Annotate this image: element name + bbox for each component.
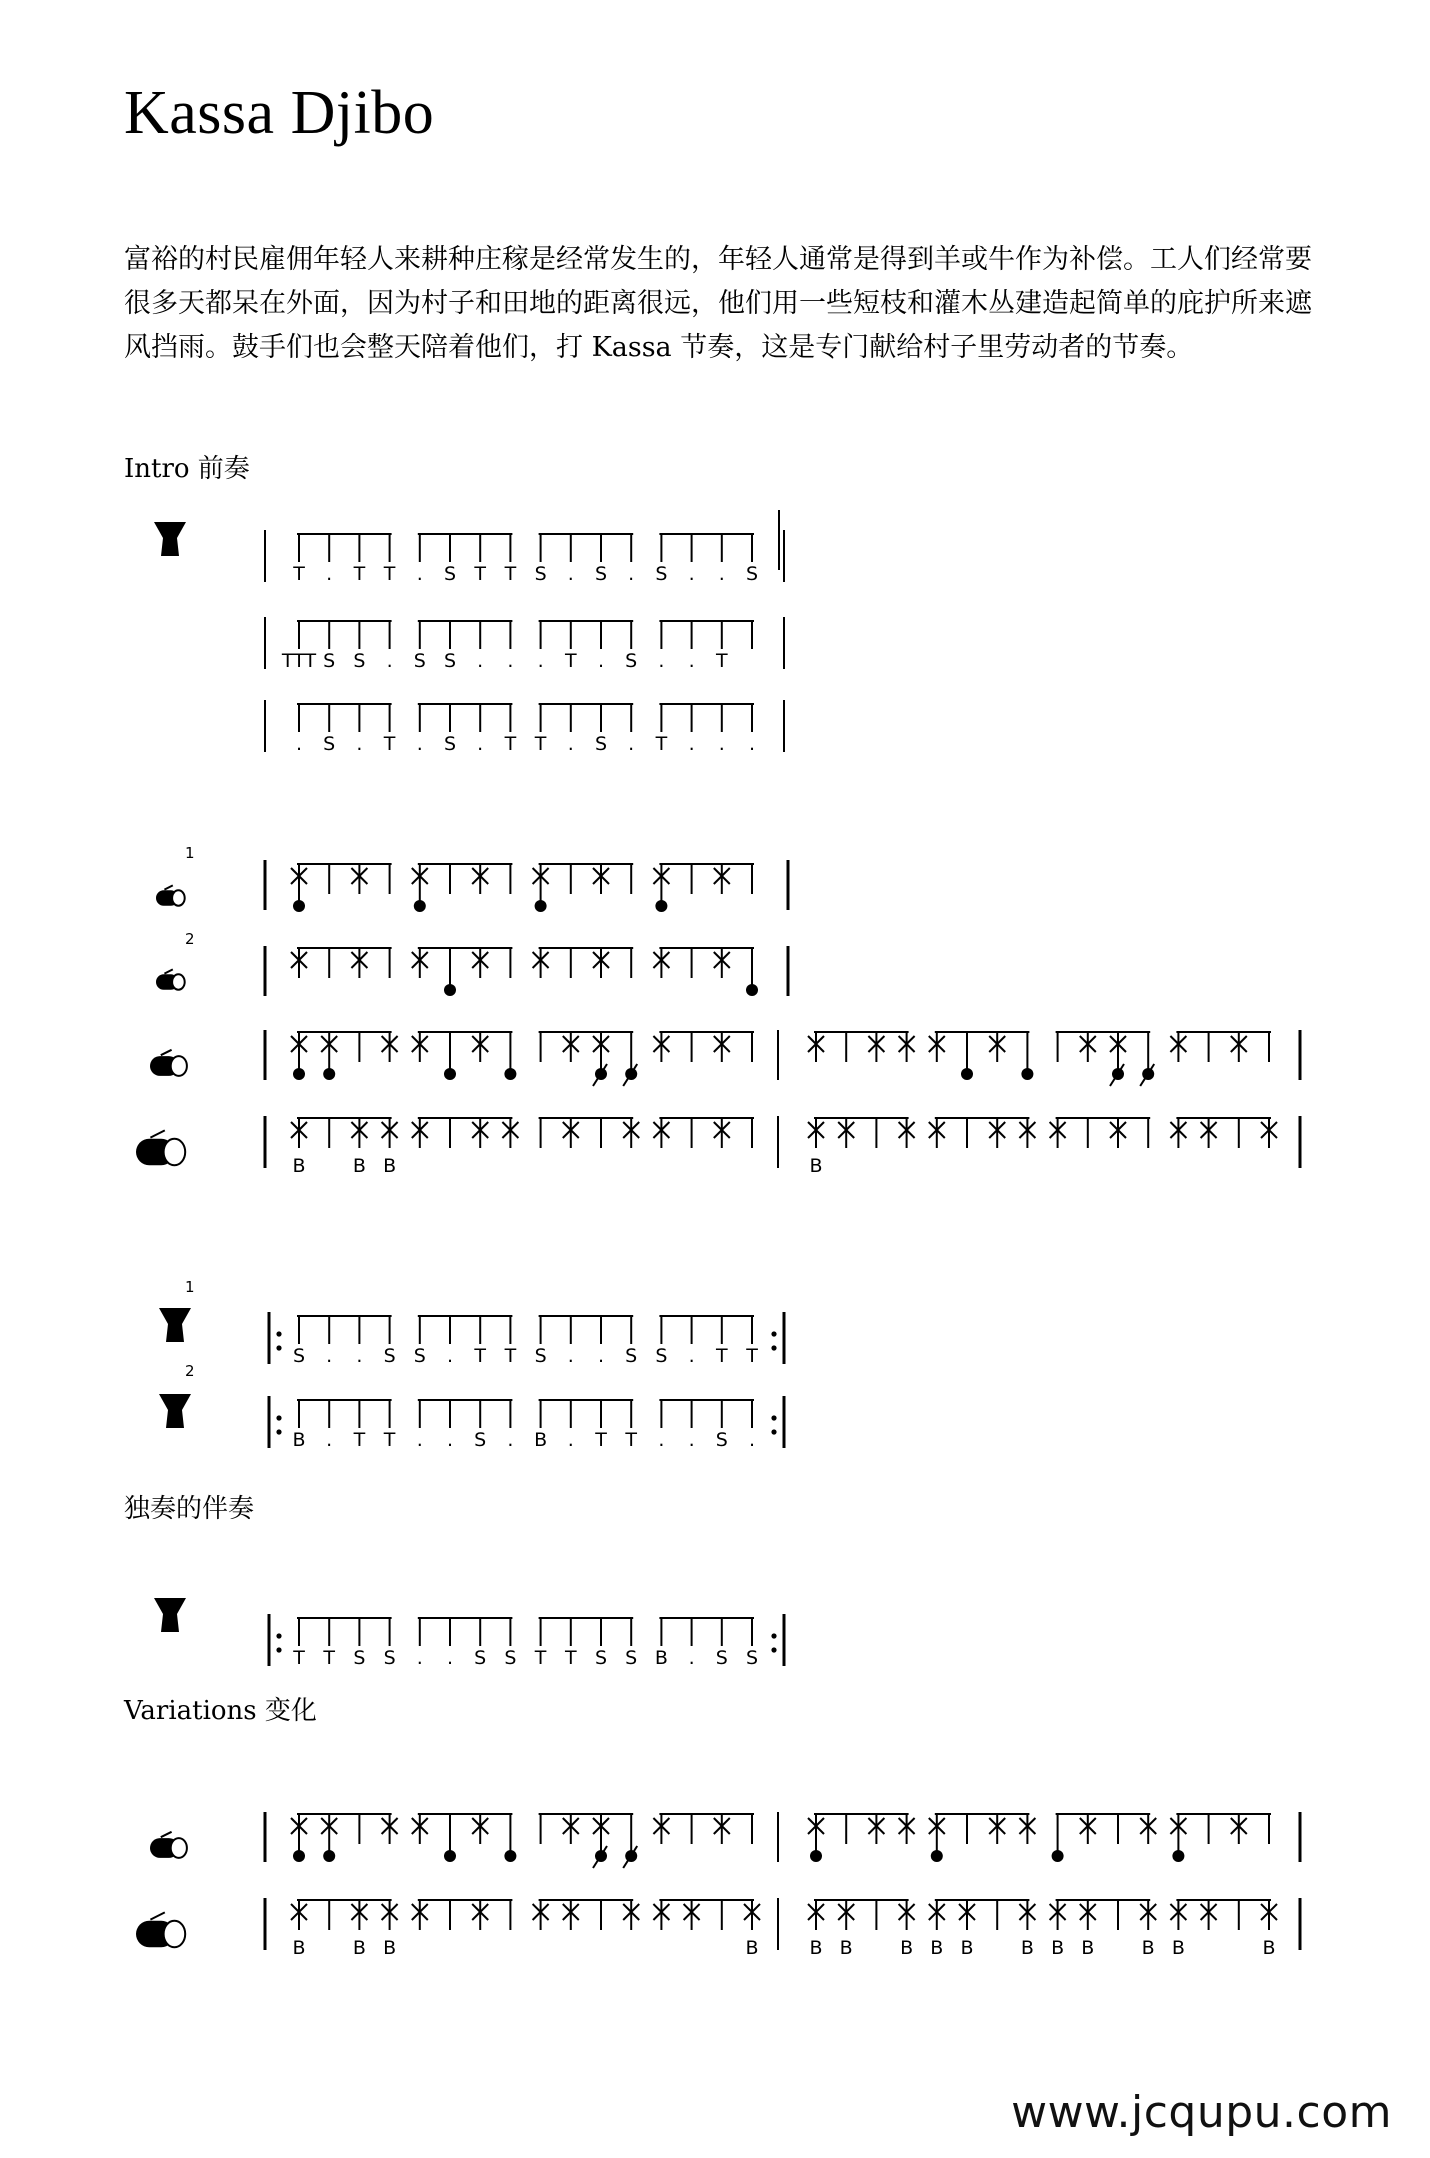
drum-dot: [293, 1850, 305, 1862]
stroke-letter: S: [323, 733, 336, 755]
dundun-head: [172, 890, 185, 905]
drum-dot: [444, 984, 456, 996]
stroke-letter: .: [326, 563, 333, 585]
stroke-letter: T: [715, 1345, 728, 1367]
djembe-icon-solo: [154, 1598, 186, 1632]
watermark: www.jcqupu.com: [1011, 2087, 1392, 2138]
djembe-icon: [154, 522, 186, 556]
bass-letter: B: [292, 1155, 306, 1177]
stroke-letter: .: [688, 1345, 695, 1367]
bass-letter: B: [1051, 1937, 1065, 1959]
drum-dot: [504, 1850, 516, 1862]
stroke-letter: S: [292, 1345, 306, 1367]
stroke-letter: T: [595, 1429, 607, 1451]
stroke-letter: .: [446, 1429, 454, 1451]
stroke-letter: .: [446, 1345, 454, 1367]
bass-letter: B: [1081, 1937, 1095, 1959]
section-heading-variations: Variations 变化: [124, 1696, 317, 1726]
bass-letter: B: [292, 1937, 306, 1959]
stroke-letter: T: [655, 733, 668, 755]
description-paragraph: 富裕的村民雇佣年轻人来耕种庄稼是经常发生的，年轻人通常是得到羊或牛作为补偿。工人们经常要很多天都呆在外面，因为村子和田地的距离很远，他们用一些短枝和灌木丛建造起简单的庇护所来遮风挡雨。鼓手们也会整天陪着他们，打 Kassa 节奏，这是专门献给村子里劳动者的节奏。: [124, 244, 1312, 363]
stroke-letter: T: [474, 563, 487, 585]
bass-letter: B: [352, 1937, 366, 1959]
stroke-letter: T: [293, 563, 305, 585]
bass-letter: B: [809, 1937, 823, 1959]
repeat-dot: [276, 1429, 281, 1434]
stroke-letter: T: [564, 1647, 577, 1669]
bass-letter: B: [839, 1937, 853, 1959]
stroke-letter: .: [446, 1647, 454, 1669]
drum-dot: [293, 900, 305, 912]
repeat-dot: [771, 1331, 776, 1336]
stroke-letter: S: [625, 1345, 638, 1367]
stroke-letter: .: [567, 1345, 574, 1367]
stroke-letter: T: [504, 1345, 517, 1367]
bass-letter: B: [745, 1937, 759, 1959]
stroke-letter: .: [477, 733, 484, 755]
stroke-letter: S: [443, 733, 457, 755]
stroke-letter: .: [326, 1345, 333, 1367]
drum-dot: [414, 900, 426, 912]
stroke-letter: .: [356, 1345, 363, 1367]
stroke-letter: TTT: [281, 650, 317, 672]
bass-letter: B: [809, 1155, 823, 1177]
stroke-letter: T: [715, 650, 728, 672]
stroke-letter: S: [745, 1647, 759, 1669]
stroke-letter: .: [507, 1429, 514, 1451]
stroke-letter: T: [564, 650, 577, 672]
stroke-letter: .: [567, 733, 574, 755]
repeat-dot: [771, 1647, 776, 1652]
stroke-letter: T: [293, 1647, 305, 1669]
stroke-letter: S: [534, 563, 547, 585]
drum-dot: [1021, 1068, 1033, 1080]
stroke-letter: T: [383, 733, 396, 755]
repeat-dot: [771, 1415, 776, 1420]
drum-dot: [444, 1068, 456, 1080]
stroke-letter: S: [413, 1345, 426, 1367]
stroke-letter: S: [443, 563, 457, 585]
stroke-letter: S: [594, 733, 608, 755]
stroke-letter: B: [654, 1647, 668, 1669]
repeat-dot: [276, 1415, 281, 1420]
instrument-number: 2: [185, 1362, 195, 1380]
stroke-letter: S: [443, 650, 457, 672]
instrument-number: 1: [185, 1278, 195, 1296]
drumstick: [164, 885, 172, 889]
bass-letter: B: [1171, 1937, 1185, 1959]
stroke-letter: .: [356, 733, 363, 755]
instrument-number: 1: [185, 844, 195, 862]
stroke-letter: B: [292, 1429, 306, 1451]
stroke-letter: T: [353, 1429, 366, 1451]
stroke-letter: S: [534, 1345, 547, 1367]
stroke-letter: T: [383, 1429, 396, 1451]
drum-dot: [655, 900, 667, 912]
drumstick: [164, 969, 172, 973]
stroke-letter: .: [567, 1429, 574, 1451]
stroke-letter: .: [628, 563, 635, 585]
stroke-letter: .: [416, 563, 423, 585]
stroke-letter: .: [628, 733, 635, 755]
stroke-letter: T: [353, 563, 366, 585]
stroke-letter: S: [594, 1647, 608, 1669]
stroke-letter: T: [534, 733, 547, 755]
section-heading-intro: Intro 前奏: [124, 454, 250, 484]
stroke-letter: .: [688, 650, 695, 672]
stroke-letter: S: [474, 1429, 487, 1451]
stroke-letter: .: [416, 733, 423, 755]
instrument-number: 2: [185, 930, 195, 948]
repeat-dot: [771, 1345, 776, 1350]
stroke-letter: .: [658, 1429, 665, 1451]
stroke-letter: T: [504, 733, 517, 755]
stroke-letter: T: [323, 1647, 336, 1669]
stroke-letter: S: [323, 650, 336, 672]
stroke-letter: S: [655, 563, 668, 585]
page-title: Kassa Djibo: [124, 79, 435, 147]
repeat-dot: [771, 1429, 776, 1434]
stroke-letter: .: [597, 1345, 605, 1367]
repeat-dot: [771, 1633, 776, 1638]
stroke-letter: .: [477, 650, 484, 672]
drumstick: [161, 1050, 172, 1055]
drum-dot: [931, 1850, 943, 1862]
stroke-letter: .: [688, 563, 695, 585]
stroke-letter: B: [534, 1429, 548, 1451]
bass-letter: B: [1020, 1937, 1034, 1959]
stroke-letter: S: [625, 650, 638, 672]
drum-dot: [961, 1068, 973, 1080]
stroke-letter: S: [745, 563, 759, 585]
stroke-letter: S: [504, 1647, 517, 1669]
stroke-letter: S: [383, 1647, 396, 1669]
stroke-letter: T: [746, 1345, 758, 1367]
stroke-letter: S: [594, 563, 608, 585]
drum-dot: [746, 984, 758, 996]
stroke-letter: S: [474, 1647, 487, 1669]
section-heading-solo: 独奏的伴奏: [124, 1494, 255, 1524]
dundun-head: [164, 1139, 186, 1165]
stroke-letter: .: [748, 1429, 756, 1451]
stroke-letter: .: [537, 650, 544, 672]
stroke-letter: S: [655, 1345, 668, 1367]
stroke-letter: .: [688, 733, 695, 755]
drum-dot: [810, 1850, 822, 1862]
stroke-letter: T: [625, 1429, 638, 1451]
drum-dot: [444, 1850, 456, 1862]
drum-dot: [293, 1068, 305, 1080]
bass-letter: B: [1141, 1937, 1155, 1959]
drumstick: [150, 1912, 164, 1919]
drumstick: [150, 1130, 164, 1137]
stroke-letter: .: [718, 733, 725, 755]
djembe-icon-1: [159, 1308, 191, 1342]
drum-dot: [1052, 1850, 1064, 1862]
stroke-letter: .: [718, 563, 725, 585]
bass-letter: B: [383, 1937, 397, 1959]
stroke-letter: S: [625, 1647, 638, 1669]
stroke-letter: S: [413, 650, 426, 672]
stroke-letter: .: [416, 1647, 423, 1669]
stroke-letter: .: [295, 733, 303, 755]
bass-letter: B: [960, 1937, 974, 1959]
drum-dot: [323, 1068, 335, 1080]
repeat-dot: [276, 1331, 281, 1336]
stroke-letter: .: [416, 1429, 423, 1451]
bass-letter: B: [900, 1937, 914, 1959]
dundun-head: [171, 1056, 187, 1076]
bass-letter: B: [1262, 1937, 1276, 1959]
dundun-head: [171, 1838, 187, 1858]
stroke-letter: S: [715, 1429, 728, 1451]
repeat-dot: [276, 1633, 281, 1638]
stroke-letter: .: [658, 650, 665, 672]
stroke-letter: .: [507, 650, 514, 672]
djembe-icon-2: [159, 1394, 191, 1428]
stroke-letter: .: [597, 650, 605, 672]
stroke-letter: .: [688, 1429, 695, 1451]
stroke-letter: S: [715, 1647, 728, 1669]
stroke-letter: S: [353, 650, 366, 672]
stroke-letter: T: [474, 1345, 487, 1367]
bass-letter: B: [352, 1155, 366, 1177]
stroke-letter: T: [534, 1647, 547, 1669]
stroke-letter: .: [688, 1647, 695, 1669]
drum-dot: [535, 900, 547, 912]
stroke-letter: S: [353, 1647, 366, 1669]
bass-letter: B: [930, 1937, 944, 1959]
stroke-letter: .: [386, 650, 393, 672]
stroke-letter: S: [383, 1345, 396, 1367]
bass-letter: B: [383, 1155, 397, 1177]
repeat-dot: [276, 1345, 281, 1350]
drumstick: [161, 1832, 172, 1837]
stroke-letter: .: [567, 563, 574, 585]
drum-dot: [1172, 1850, 1184, 1862]
stroke-letter: .: [326, 1429, 333, 1451]
repeat-dot: [276, 1647, 281, 1652]
stroke-letter: T: [504, 563, 517, 585]
dundun-head: [164, 1921, 186, 1947]
drum-dot: [323, 1850, 335, 1862]
dundun-head: [172, 974, 185, 989]
stroke-letter: .: [748, 733, 756, 755]
stroke-letter: T: [383, 563, 396, 585]
drum-dot: [504, 1068, 516, 1080]
